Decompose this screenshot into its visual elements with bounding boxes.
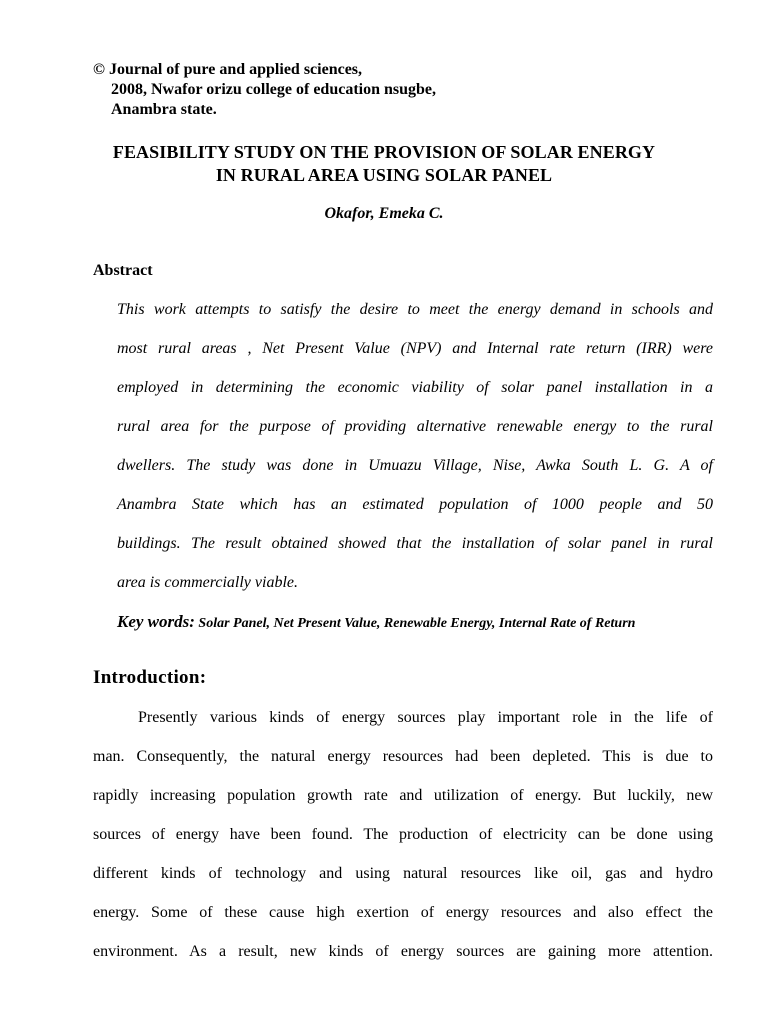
abstract-line: area is commercially viable.	[117, 574, 298, 591]
copyright-line: Anambra state.	[111, 101, 217, 118]
abstract-line: dwellers. The study was done in Umuazu Village, Nise, Awka South L. G. A of	[117, 457, 713, 474]
abstract-line: Anambra State which has an estimated population of 1000 people and 50	[117, 496, 713, 513]
abstract-heading: Abstract	[93, 262, 153, 279]
title-line: IN RURAL AREA USING SOLAR PANEL	[215, 165, 553, 185]
introduction-line: rapidly increasing population growth rate and utilization of energy. But luckily, new	[93, 787, 713, 804]
abstract-line: most rural areas , Net Present Value (NPV) and Internal rate return (IRR) were	[117, 340, 713, 357]
keywords-text: Solar Panel, Net Present Value, Renewable Energy, Internal Rate of Return	[194, 616, 636, 631]
introduction-line: sources of energy have been found. The production of electricity can be done using	[93, 826, 713, 843]
copyright-line: © Journal of pure and applied sciences,	[93, 61, 363, 78]
abstract-line: buildings. The result obtained showed that the installation of solar panel in rural	[117, 535, 713, 552]
author-name: Okafor, Emeka C.	[324, 205, 444, 222]
paper-title	[60, 141, 708, 187]
abstract-body	[117, 297, 713, 609]
introduction-line: environment. As a result, new kinds of energy sources are gaining more attention.	[93, 943, 713, 960]
introduction-line: different kinds of technology and using natural resources like oil, gas and hydro	[93, 865, 713, 882]
copyright-line: 2008, Nwafor orizu college of education nsugbe,	[111, 81, 437, 98]
introduction-line: Presently various kinds of energy sources play important role in the life of	[138, 709, 713, 726]
abstract-line: rural area for the purpose of providing alternative renewable energy to the rural	[117, 418, 713, 435]
copyright-notice	[93, 60, 436, 120]
keywords	[117, 612, 635, 632]
abstract-line: This work attempts to satisfy the desire to meet the energy demand in schools and	[117, 301, 713, 318]
abstract-line: employed in determining the economic viability of solar panel installation in a	[117, 379, 713, 396]
keywords-label: Key words:	[117, 612, 195, 631]
introduction-body	[93, 705, 713, 978]
introduction-line: energy. Some of these cause high exertion of energy resources and also effect the	[93, 904, 713, 921]
title-line: FEASIBILITY STUDY ON THE PROVISION OF SOLAR ENERGY	[112, 142, 656, 162]
introduction-line: man. Consequently, the natural energy resources had been depleted. This is due to	[93, 748, 713, 765]
introduction-heading: Introduction:	[93, 667, 207, 688]
